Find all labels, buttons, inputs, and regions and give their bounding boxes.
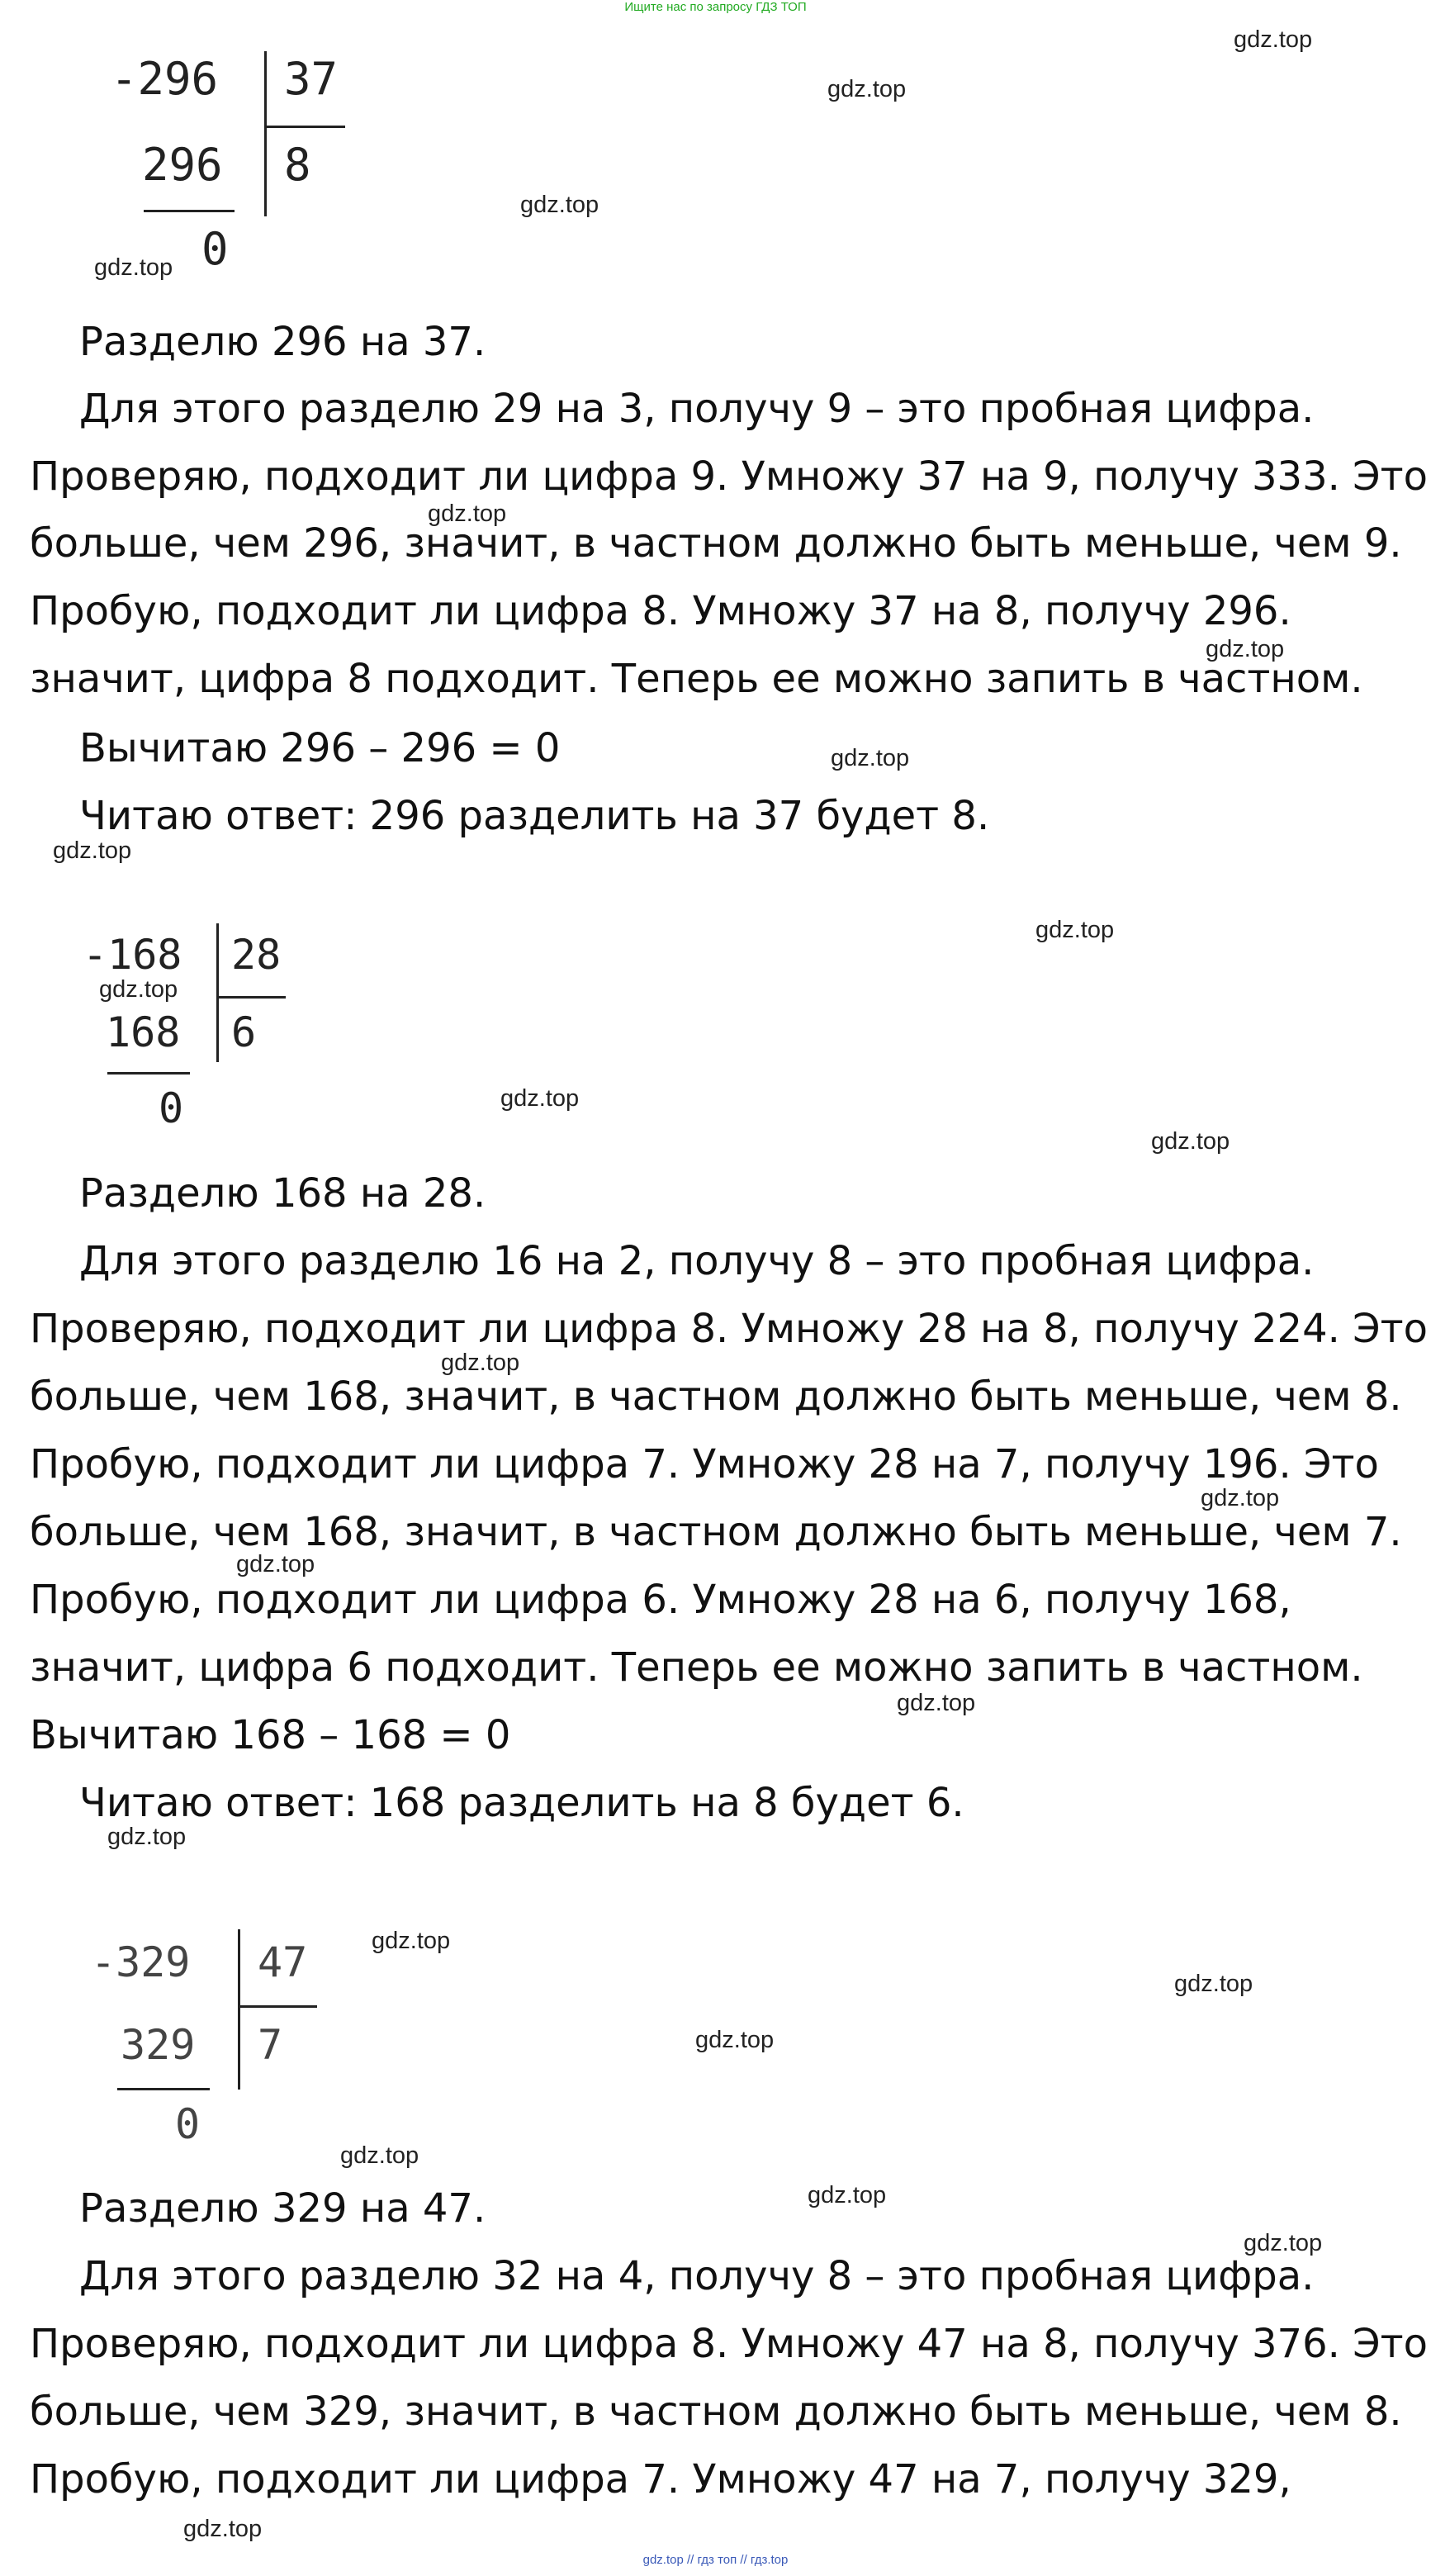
watermark: gdz.top: [53, 837, 132, 864]
text-line: Разделю 329 на 47.: [79, 2185, 486, 2232]
watermark: gdz.top: [340, 2142, 419, 2169]
dividend: -296: [111, 53, 219, 105]
watermark: gdz.top: [827, 76, 907, 102]
division-vertical-bar: [216, 923, 219, 1062]
text-line: Проверяю, подходит ли цифра 8. Умножу 47 на 8, получу 376. Это: [30, 2321, 1428, 2367]
dividend: -168: [83, 931, 182, 979]
subtrahend: 168: [106, 1008, 181, 1056]
quotient: 7: [258, 2021, 283, 2069]
text-line: значит, цифра 6 подходит. Теперь ее можно запить в частном.: [30, 1644, 1363, 1691]
divisor-underline: [264, 126, 345, 128]
watermark: gdz.top: [1151, 1128, 1230, 1155]
text-line: Пробую, подходит ли цифра 6. Умножу 28 на 6, получу 168,: [30, 1577, 1291, 1623]
text-line: больше, чем 296, значит, в частном должно быть меньше, чем 9.: [30, 520, 1402, 567]
watermark: gdz.top: [99, 976, 178, 1003]
text-line: Читаю ответ: 296 разделить на 37 будет 8.: [79, 793, 990, 839]
watermark: gdz.top: [236, 1551, 315, 1577]
division-vertical-bar: [238, 1929, 240, 2090]
text-line: Пробую, подходит ли цифра 7. Умножу 47 на 7, получу 329,: [30, 2456, 1291, 2502]
footer-links[interactable]: gdz.top // гдз топ // гдз.top: [642, 2553, 789, 2567]
text-line: значит, цифра 8 подходит. Теперь ее можно запить в частном.: [30, 656, 1363, 702]
subtraction-line: [117, 2088, 210, 2090]
remainder: 0: [175, 2100, 201, 2148]
divisor-underline: [216, 996, 286, 999]
watermark: gdz.top: [1174, 1971, 1253, 1997]
text-line: Для этого разделю 16 на 2, получу 8 – это пробная цифра.: [79, 1238, 1315, 1284]
quotient: 6: [231, 1008, 257, 1056]
text-line: Вычитаю 296 – 296 = 0: [79, 725, 561, 771]
watermark: gdz.top: [500, 1085, 580, 1112]
watermark: gdz.top: [1201, 1485, 1280, 1511]
watermark: gdz.top: [695, 2027, 775, 2053]
text-line: Проверяю, подходит ли цифра 8. Умножу 28 на 8, получу 224. Это: [30, 1306, 1428, 1352]
subtrahend: 329: [121, 2021, 196, 2069]
quotient: 8: [284, 139, 311, 191]
divisor: 28: [231, 931, 282, 979]
text-line: Для этого разделю 29 на 3, получу 9 – это пробная цифра.: [79, 386, 1315, 432]
top-banner: Ищите нас по запросу ГДЗ ТОП: [624, 0, 807, 14]
watermark: gdz.top: [107, 1824, 187, 1850]
watermark: gdz.top: [94, 254, 173, 281]
text-line: больше, чем 329, значит, в частном должно быть меньше, чем 8.: [30, 2389, 1402, 2435]
text-line: больше, чем 168, значит, в частном должно быть меньше, чем 8.: [30, 1373, 1402, 1420]
divisor-underline: [238, 2005, 317, 2008]
text-line: Пробую, подходит ли цифра 7. Умножу 28 на 7, получу 196. Это: [30, 1441, 1379, 1487]
subtraction-line: [107, 1072, 190, 1075]
watermark: gdz.top: [183, 2516, 263, 2542]
text-line: Читаю ответ: 168 разделить на 8 будет 6.: [79, 1780, 964, 1826]
division-vertical-bar: [264, 51, 267, 216]
watermark: gdz.top: [428, 500, 507, 527]
subtrahend: 296: [142, 139, 223, 191]
remainder: 0: [159, 1084, 184, 1132]
watermark: gdz.top: [441, 1350, 520, 1376]
text-line: Вычитаю 168 – 168 = 0: [30, 1712, 511, 1758]
watermark: gdz.top: [831, 745, 910, 771]
watermark: gdz.top: [1244, 2230, 1323, 2256]
remainder: 0: [201, 223, 229, 275]
text-line: Проверяю, подходит ли цифра 9. Умножу 37 на 9, получу 333. Это: [30, 453, 1428, 500]
watermark: gdz.top: [1234, 26, 1313, 53]
watermark: gdz.top: [1035, 917, 1115, 943]
text-line: Для этого разделю 32 на 4, получу 8 – это пробная цифра.: [79, 2253, 1315, 2299]
watermark: gdz.top: [808, 2182, 887, 2208]
divisor: 37: [284, 53, 339, 105]
text-line: больше, чем 168, значит, в частном должно быть меньше, чем 7.: [30, 1509, 1402, 1555]
watermark: gdz.top: [372, 1928, 451, 1954]
text-line: Разделю 168 на 28.: [79, 1170, 486, 1217]
text-line: Пробую, подходит ли цифра 8. Умножу 37 на 8, получу 296.: [30, 588, 1291, 634]
text-line: Разделю 296 на 37.: [79, 319, 486, 365]
watermark: gdz.top: [897, 1690, 976, 1716]
dividend: -329: [91, 1938, 191, 1986]
watermark: gdz.top: [520, 192, 599, 218]
subtraction-line: [144, 210, 235, 212]
watermark: gdz.top: [1206, 636, 1285, 662]
divisor: 47: [258, 1938, 308, 1986]
